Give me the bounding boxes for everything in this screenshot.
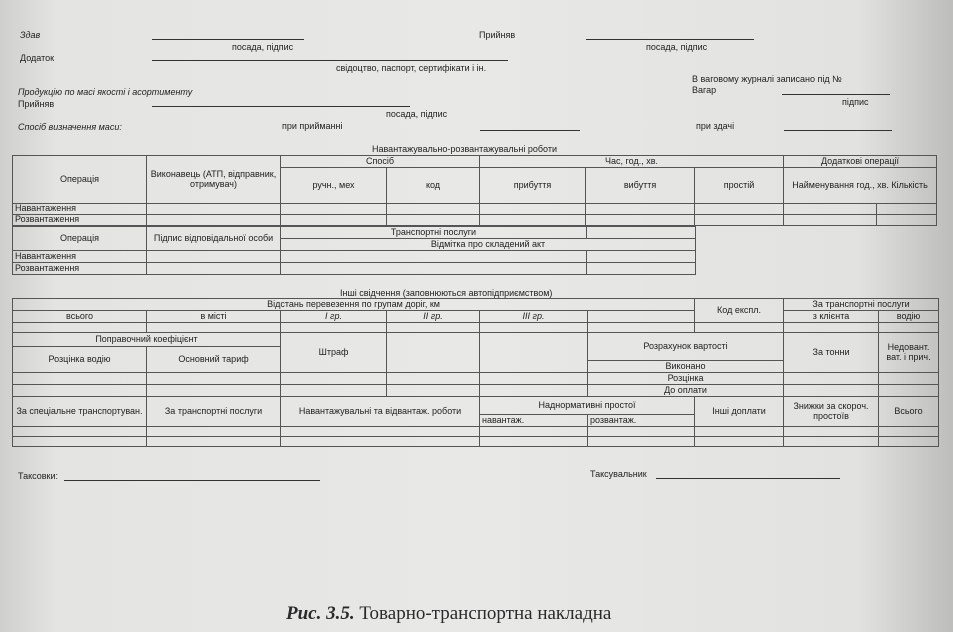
vidmitka-header: Відмітка про складений акт [281, 239, 696, 251]
figure-caption-text: Товарно-транспортна накладна [354, 603, 612, 624]
pryinyav-left-line [152, 106, 410, 107]
dod-operatsii-header: Додаткові операції [784, 156, 937, 168]
other-info-table [12, 298, 939, 333]
dodatok-sub: свідоцтво, паспорт, сертифікати і ін. [336, 63, 487, 73]
taksuvalnyk-label: Таксувальник [590, 469, 647, 479]
z-kliyenta-header: з клієнта [784, 311, 879, 323]
za-spets-header: За спеціальне транспортуван. [13, 397, 147, 427]
loading-operations-table [12, 155, 937, 226]
dodatok-line [152, 60, 508, 61]
prostiy-header: простій [695, 168, 784, 204]
payment-table [12, 332, 939, 447]
vahar-line [782, 94, 890, 95]
table2-title: Інші свідчення (заповнюються автопідприємством) [340, 288, 553, 298]
nedovant-header: Недовант. ват. і прич. [879, 333, 939, 373]
roztsinka-header: Розцінка [588, 373, 784, 385]
vybuttya-header: вибуття [586, 168, 695, 204]
inshi-doplaty-header: Інші доплати [695, 397, 784, 427]
taksovka-label: Таксовки: [18, 471, 58, 481]
vahar-label: Вагар [692, 85, 717, 95]
rozvantazhennya2-cell: Розвантаження [13, 263, 147, 275]
rozvantazh-header: розвантаж. [588, 415, 695, 427]
zdav-label: Здав [20, 30, 41, 40]
znyzhky-header: Знижки за скороч. простоїв [784, 397, 879, 427]
navantazh-header: навантаж. [480, 415, 588, 427]
gr2-header: II гр. [387, 311, 480, 323]
do-oplaty-header: До оплати [588, 385, 784, 397]
pryinyav-right-sub: посада, підпис [646, 42, 708, 52]
gr1-header: I гр. [281, 311, 387, 323]
vykonavets-header: Виконавець (АТП, відправник, отримувач) [147, 156, 281, 204]
v-misti-header: в місті [147, 311, 281, 323]
pry-pryiomanni-label: при прийманні [282, 121, 343, 131]
zdav-sub: посада, підпис [232, 42, 294, 52]
za-tonny-header: За тонни [784, 333, 879, 373]
vsoho2-header: Всього [879, 397, 939, 427]
kod-ekspl-header: Код експл. [695, 299, 784, 323]
figure-caption-label: Рис. 3.5. [286, 603, 355, 624]
kod-header: код [387, 168, 480, 204]
naymenuvannya-header: Найменування год., хв. Кількість [784, 168, 937, 204]
vidstan-header: Відстань перевезення по групам доріг, км [13, 299, 695, 311]
gr3-header: III гр. [480, 311, 588, 323]
operatsiya-header: Операція [13, 156, 147, 204]
figure-caption [286, 603, 611, 625]
pryinyav-right-label: Прийняв [479, 30, 516, 40]
popravochnyi-header: Поправочний коефіцієнт [13, 333, 281, 347]
pryinyav-left-sub: посада, підпис [386, 109, 448, 119]
navantazhennya-cell: Навантаження [13, 204, 147, 215]
pry-pryiomanni-line [480, 130, 580, 131]
sposib-mas-label: Спосіб визначення маси: [18, 122, 122, 132]
pidpys-osoby-header: Підпис відповідальної особи [147, 227, 281, 251]
vykonano-header: Виконано [588, 361, 784, 373]
dodatok-label: Додаток [20, 53, 55, 63]
pry-zdachi-label: при здачі [696, 121, 735, 131]
zdav-line [152, 39, 304, 40]
taksovka-line [64, 480, 320, 481]
shtraf-header: Штраф [281, 333, 387, 373]
sposib-header: Спосіб [281, 156, 480, 168]
vsoho-header: всього [13, 311, 147, 323]
ruchn-mekh-header: ручн., мех [281, 168, 387, 204]
table1-title: Навантажувально-розвантажувальні роботи [372, 144, 557, 154]
prybuttya-header: прибуття [480, 168, 586, 204]
pry-zdachi-line [784, 130, 892, 131]
operatsiya2-header: Операція [13, 227, 147, 251]
vodiyu-header: водію [879, 311, 939, 323]
vah-zhurnal-label: В ваговому журналі записано під № [692, 74, 842, 84]
transport-posluhy-header: Транспортні послуги [281, 227, 587, 239]
vahar-sub: підпис [842, 97, 869, 107]
pryinyav-left-label: Прийняв [18, 99, 55, 109]
loading-signature-table [12, 226, 696, 275]
roztsinka-vodiyu-header: Розцінка водію [13, 347, 147, 373]
taksuvalnyk-line [656, 478, 840, 479]
za-transport-header: За транспортні послуги [784, 299, 939, 311]
rozvantazhennya-cell: Розвантаження [13, 215, 147, 226]
nadnormat-header: Наднормативні простої [480, 397, 695, 415]
pryinyav-right-line [586, 39, 754, 40]
chas-header: Час, год., хв. [480, 156, 784, 168]
navant-roboty-header: Навантажувальні та відвантаж. роботи [281, 397, 480, 427]
rozrakhunok-header: Розрахунок вартості [588, 333, 784, 361]
navantazhennya2-cell: Навантаження [13, 251, 147, 263]
produktsiyu-label: Продукцію по масі якості і асортименту [18, 87, 193, 97]
za-transp-posl-header: За транспортні послуги [147, 397, 281, 427]
osnovnyi-taryf-header: Основний тариф [147, 347, 281, 373]
